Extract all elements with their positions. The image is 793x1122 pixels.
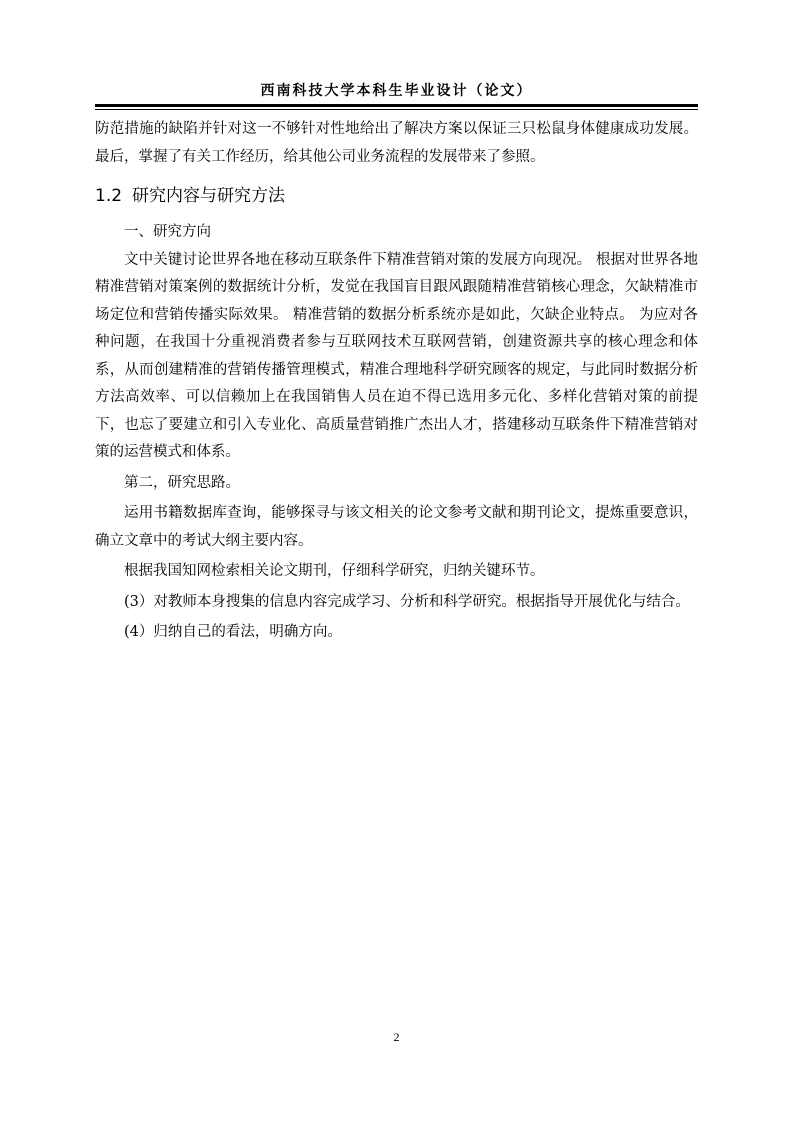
- header-rule-thin: [95, 109, 698, 110]
- page-header: 西南科技大学本科生毕业设计（论文）: [260, 83, 533, 99]
- page-number: 2: [393, 1030, 400, 1044]
- section-number: 1.2: [95, 186, 123, 206]
- subheading-research-approach: 第二，研究思路。: [124, 474, 240, 491]
- paragraph-approach-3: (3）对教师本身搜集的信息内容完成学习、分析和科学研究。根据指导开展优化与结合。: [124, 593, 690, 610]
- continued-paragraph: 防范措施的缺陷并针对这一不够针对性地给出了解决方案以保证三只松鼠身体健康成功发展。最后，掌握了有关工作经历，给其他公司业务流程的发展带来了参照。: [95, 121, 698, 165]
- paragraph-approach-2: 根据我国知网检索相关论文期刊，仔细科学研究，归纳关键环节。: [124, 563, 545, 579]
- paragraph-research-direction: 文中关键讨论世界各地在移动互联条件下精准营销对策的发展方向现况。 根据对世界各地精准营销对策案例的数据统计分析，发觉在我国盲目跟风跟随精准营销核心理念，欠缺精准市场定位和营销传播实际效果。 精准营销的数据分析系统亦是如此，欠缺企业特点。 为应对各种问题，在我国十分重视消费者参与互联网技术互联网营销，创建资源共享的核心理念和体系，从而创建精准的营销传播管理模式，精准合理地科学研究顾客的规定，与此同时数据分析方法高效率、可以信赖加上在我国销售人员在迫不得已选用多元化、多样化营销对策的前提下，也忘了要建立和引入专业化、高质量营销推广杰出人才，搭建移动互联条件下精准营销对策的运营模式和体系。: [95, 251, 698, 460]
- body-text: [95, 116, 698, 647]
- paragraph-approach-1: 运用书籍数据库查询，能够探寻与该文相关的论文参考文献和期刊论文，提炼重要意识，确立文章中的考试大纲主要内容。: [95, 505, 698, 549]
- header-rule-thick: [95, 104, 698, 107]
- section-title: 研究内容与研究方法: [132, 186, 286, 206]
- section-heading: [95, 182, 698, 210]
- subheading-research-direction: 一、研究方向: [124, 224, 211, 240]
- paragraph-approach-4: (4）归纳自己的看法，明确方向。: [124, 624, 342, 640]
